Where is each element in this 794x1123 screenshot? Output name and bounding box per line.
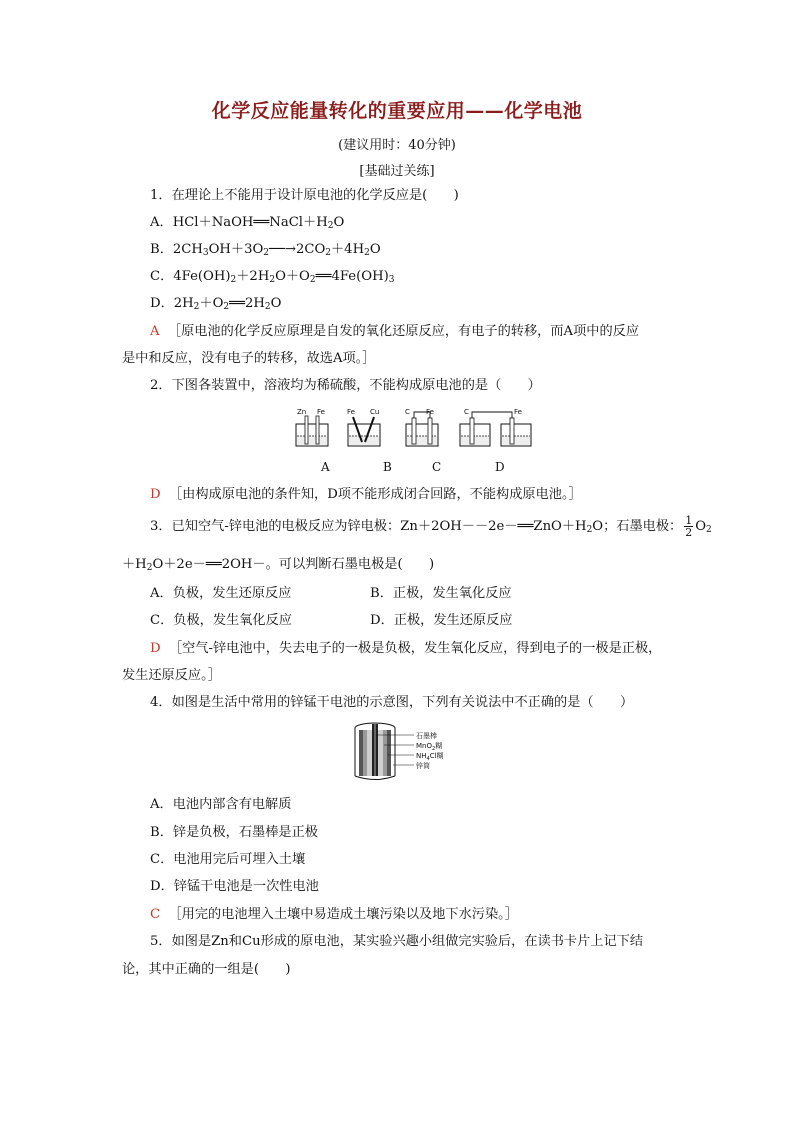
q4-option-b: B．锌是负极，石墨棒是正极 xyxy=(150,825,318,840)
q3-option-d: D．正极，发生还原反应 xyxy=(370,613,513,628)
q3-option-a: A．负极，发生还原反应 xyxy=(150,586,292,601)
q4-explanation: C ［用完的电池埋入土壤中易造成土壤污染以及地下水污染。］ xyxy=(150,907,518,922)
q4-answer: C xyxy=(150,907,161,922)
q3-explanation-cont: 发生还原反应。］ xyxy=(122,668,221,683)
q1-option-c: C．$4Fe(OH)_2+2H_2O+O_2══4Fe(OH)_3$ xyxy=(150,269,395,285)
apparatus-c xyxy=(405,408,438,446)
q4-option-d: D．锌锰干电池是一次性电池 xyxy=(150,879,319,894)
electrode-label: C xyxy=(405,408,410,416)
q5-stem: 5．如图是Zn和Cu形成的原电池，某实验兴趣小组做完实验后，在读书卡片上记下结 xyxy=(150,934,644,949)
q2-explanation: D ［由构成原电池的条件知，D项不能形成闭合回路，不能构成原电池。］ xyxy=(150,487,582,502)
electrode-label: Fe xyxy=(347,408,355,416)
dry-cell-diagram xyxy=(350,721,460,783)
q4-stem: 4．如图是生活中常用的锌锰干电池的示意图，下列有关说法中不正确的是（ ） xyxy=(150,695,634,710)
section-heading: [基础过关练] xyxy=(359,164,435,179)
q1-answer: A xyxy=(150,324,160,339)
electrode-label: Zn xyxy=(297,408,307,416)
q3-answer: D xyxy=(150,641,161,656)
q3-option-b: B．正极，发生氧化反应 xyxy=(370,586,512,601)
q4-option-a: A．电池内部含有电解质 xyxy=(150,797,292,812)
q3-option-c: C．负极，发生氧化反应 xyxy=(150,613,292,628)
apparatus-label-a: A xyxy=(321,460,330,474)
suggested-time: (建议用时：40分钟) xyxy=(338,138,456,153)
graphite-rod-label: 石墨棒 xyxy=(416,732,437,740)
electrode-label: Fe xyxy=(514,408,522,416)
mno2-paste-label: MnO$_2$糊 xyxy=(416,742,443,752)
q5-stem-cont: 论，其中正确的一组是( ) xyxy=(122,962,291,977)
electrolysis-apparatus-diagram xyxy=(290,404,540,478)
apparatus-d xyxy=(460,408,531,446)
electrode-label: C xyxy=(464,408,469,416)
apparatus-label-b: B xyxy=(383,460,392,474)
q1-option-a: A．$HCl+NaOH══NaCl+H_2O$ xyxy=(150,215,345,231)
q3-stem-cont: $+H_2O+2e-══2OH-$。可以判断石墨电极是( ) xyxy=(122,557,435,573)
q3-explanation: D ［空气-锌电池中，失去电子的一极是负极，发生氧化反应，得到电子的一极是正极， xyxy=(150,641,662,656)
electrode-label: Cu xyxy=(370,408,380,416)
q2-stem: 2．下图各装置中，溶液均为稀硫酸，不能构成原电池的是（ ） xyxy=(150,378,541,393)
q1-option-d: D．$2H_2+O_2══2H_2O$ xyxy=(150,296,282,312)
apparatus-label-d: D xyxy=(495,460,505,474)
q1-stem: 1．在理论上不能用于设计原电池的化学反应是( ) xyxy=(150,188,459,203)
fraction-one-half: $\frac{1}{2}$ xyxy=(685,514,693,539)
electrode-label: Fe xyxy=(317,408,325,416)
q1-option-b: B．$2CH_3OH+3O_2──\to 2CO_2+4H_2O$ xyxy=(150,242,381,258)
nh4cl-paste-label: $NH_4Cl$糊 xyxy=(416,752,444,762)
q4-option-c: C．电池用完后可埋入土壤 xyxy=(150,852,306,867)
q1-explanation: A ［原电池的化学反应原理是自发的氧化还原反应，有电子的转移，而A项中的反应 xyxy=(150,324,640,339)
electrode-label: Fe xyxy=(426,408,434,416)
q1-explanation-cont: 是中和反应，没有电子的转移，故选A项。］ xyxy=(122,351,376,366)
apparatus-a xyxy=(296,408,328,446)
zinc-can-label: 锌筒 xyxy=(416,762,430,770)
apparatus-label-c: C xyxy=(432,460,442,474)
apparatus-b xyxy=(347,408,380,446)
q2-answer: D xyxy=(150,487,161,502)
page-title: 化学反应能量转化的重要应用——化学电池 xyxy=(211,100,583,122)
q3-stem: 3．已知空气-锌电池的电极反应为锌电极：$Zn+2OH--2e-══ZnO+H_2O$；石墨电极： $\frac{1}{2}$ $O_2$ xyxy=(150,514,712,539)
